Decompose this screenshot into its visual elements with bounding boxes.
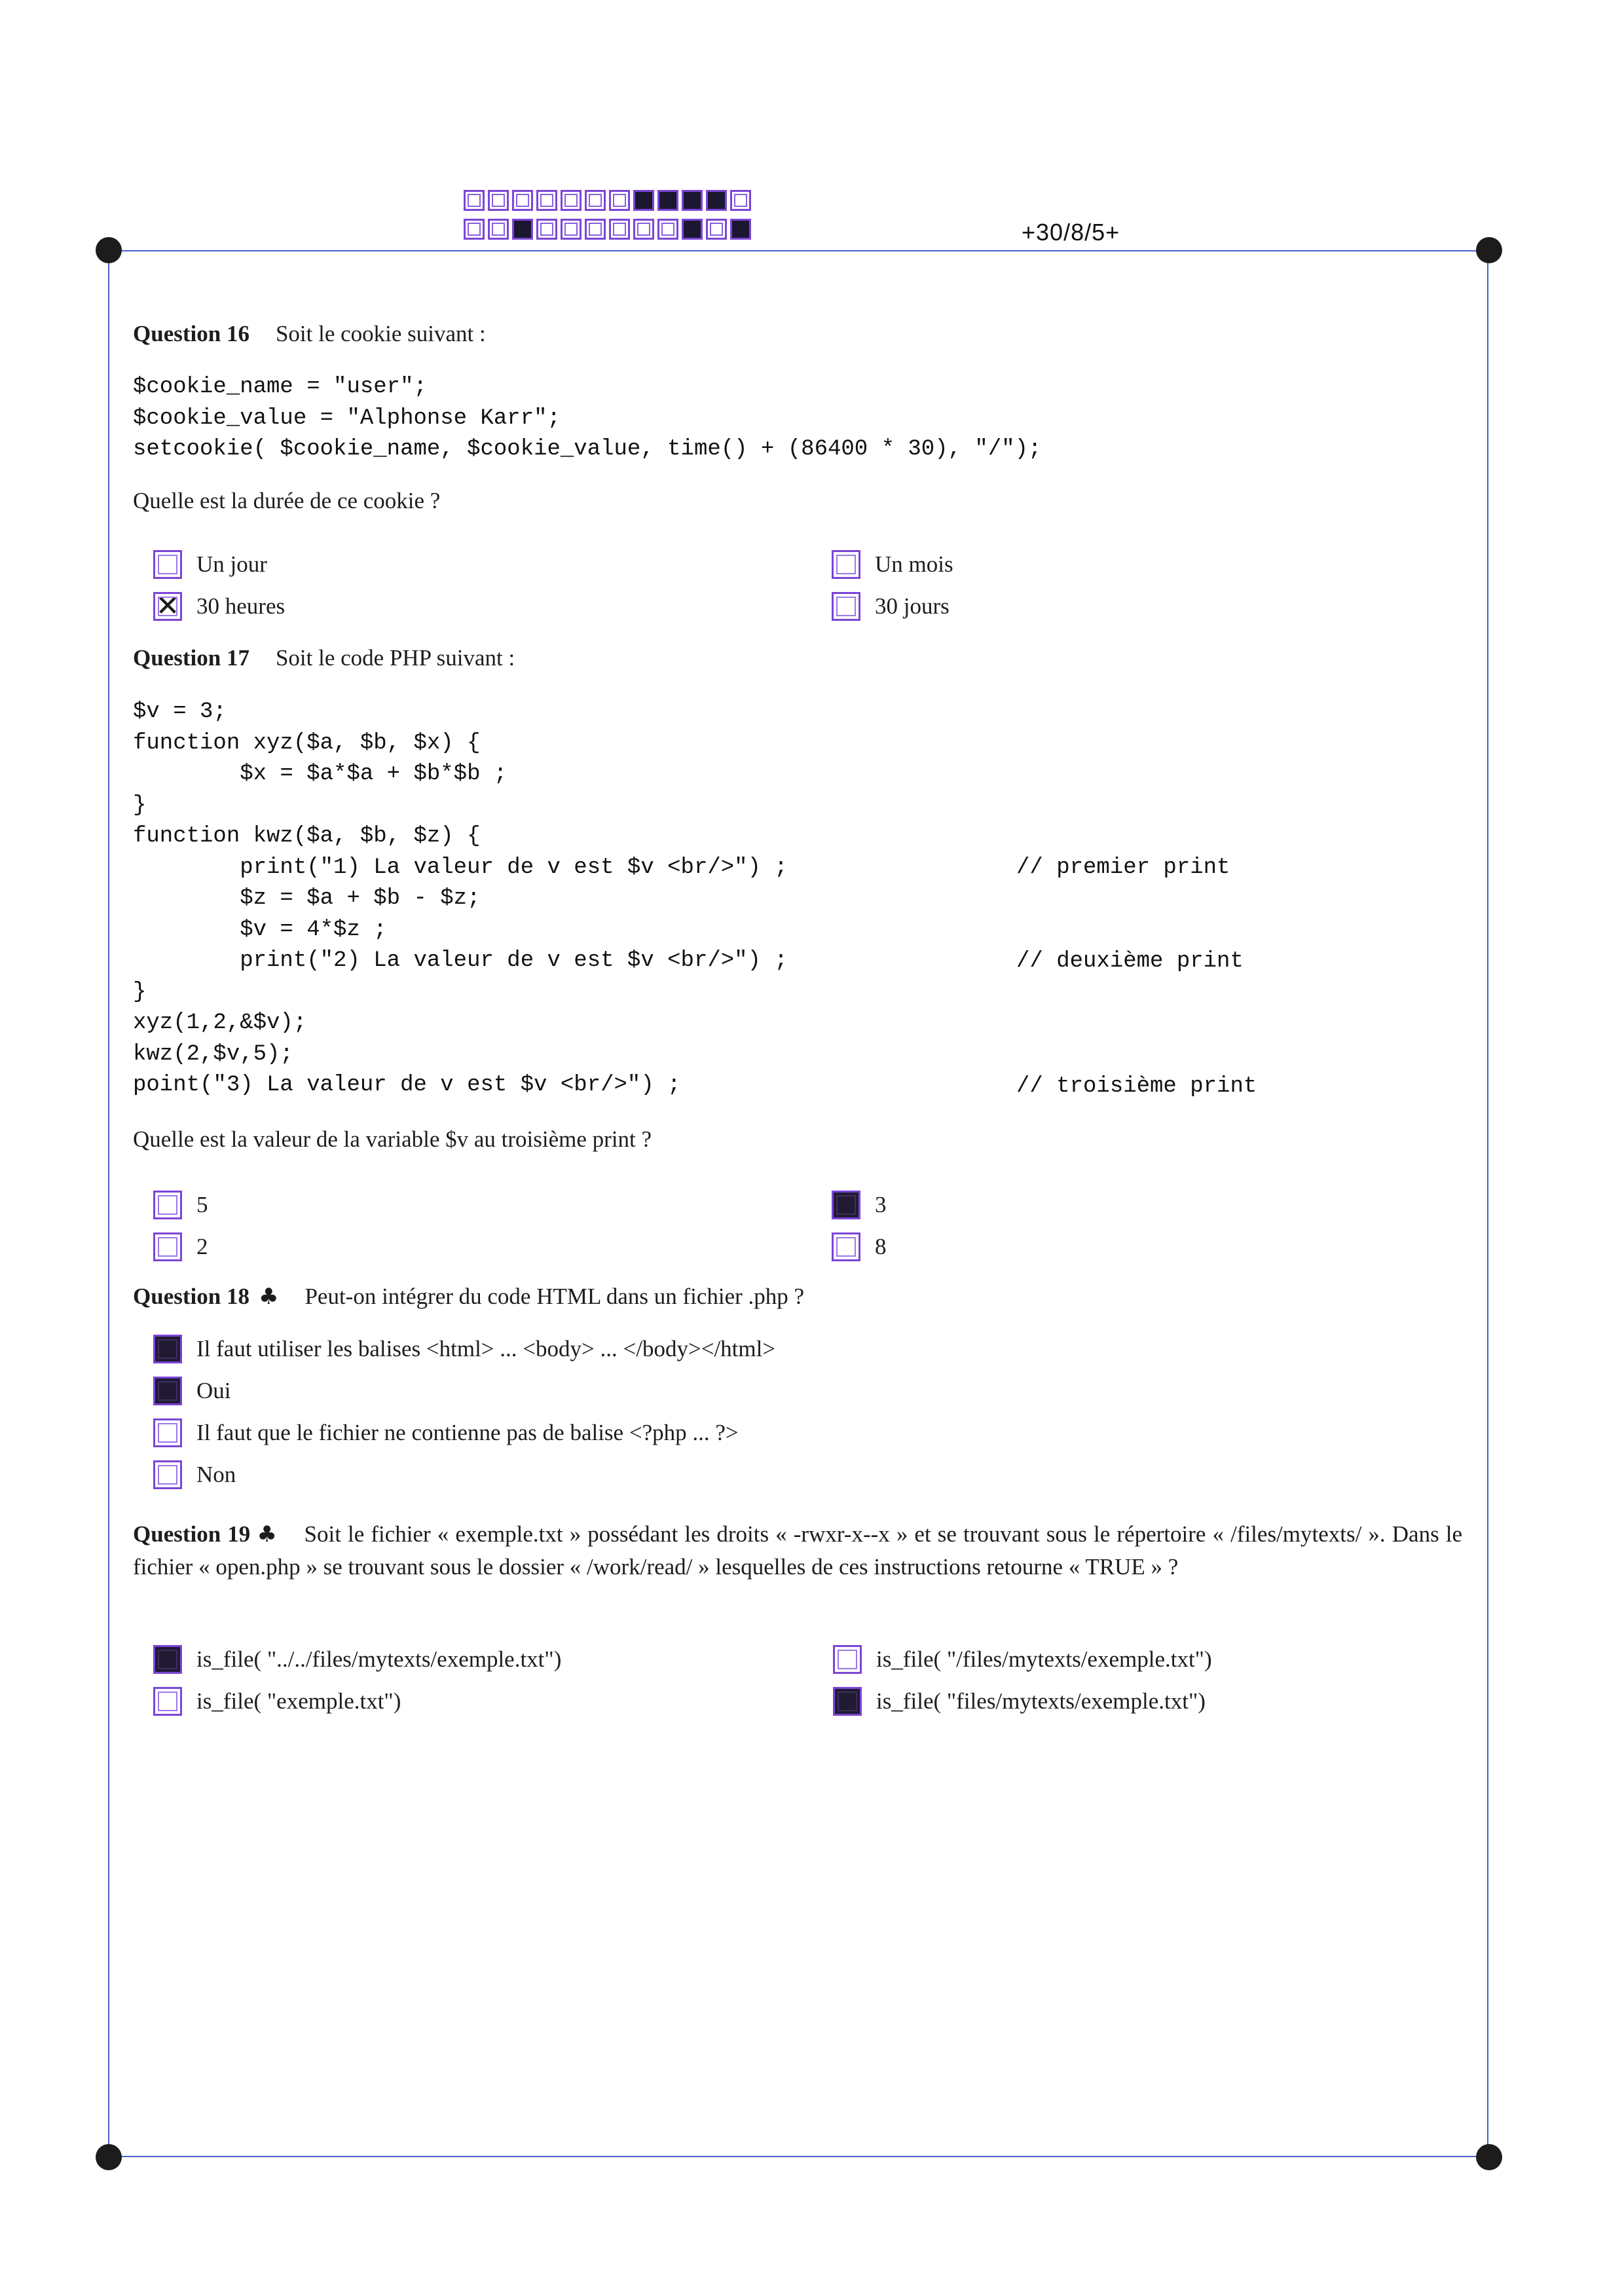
barcode-cell bbox=[585, 190, 606, 211]
option-label: is_file( "exemple.txt") bbox=[196, 1688, 401, 1714]
question-16-header bbox=[133, 321, 486, 347]
q17-option-2[interactable] bbox=[832, 1191, 887, 1219]
question-16-prompt: Quelle est la durée de ce cookie ? bbox=[133, 488, 441, 513]
option-label: 30 jours bbox=[875, 593, 950, 619]
checkbox-icon[interactable] bbox=[153, 1460, 182, 1489]
barcode-row-2 bbox=[464, 219, 754, 240]
barcode-cell bbox=[536, 190, 557, 211]
option-label: Oui bbox=[196, 1378, 231, 1403]
barcode-cell bbox=[657, 190, 678, 211]
corner-marker-bottom-left bbox=[96, 2144, 122, 2170]
question-17-header bbox=[133, 645, 515, 671]
barcode-cell bbox=[730, 190, 751, 211]
option-label: 5 bbox=[196, 1192, 208, 1217]
option-label: Il faut que le fichier ne contienne pas de balise <?php ... ?> bbox=[196, 1420, 739, 1445]
checkbox-icon[interactable] bbox=[832, 1232, 860, 1261]
checkbox-icon[interactable] bbox=[153, 1645, 182, 1674]
club-icon: ♣ bbox=[258, 1284, 279, 1310]
option-label: is_file( "files/mytexts/exemple.txt") bbox=[876, 1688, 1206, 1714]
question-19-label: Question 19 bbox=[133, 1521, 251, 1547]
barcode-cell bbox=[633, 219, 654, 240]
barcode-cell bbox=[706, 190, 727, 211]
q19-option-1[interactable] bbox=[153, 1645, 561, 1674]
barcode-cell bbox=[488, 219, 509, 240]
q16-option-1[interactable] bbox=[153, 550, 267, 579]
barcode-cell bbox=[561, 190, 581, 211]
barcode-cell bbox=[633, 190, 654, 211]
checkbox-icon[interactable] bbox=[153, 592, 182, 621]
barcode-cell bbox=[609, 219, 630, 240]
q18-option-2[interactable] bbox=[153, 1377, 231, 1405]
barcode-cell bbox=[561, 219, 581, 240]
question-18-header bbox=[133, 1284, 804, 1310]
barcode-cell bbox=[512, 219, 533, 240]
corner-marker-bottom-right bbox=[1476, 2144, 1502, 2170]
question-18-prompt: Peut-on intégrer du code HTML dans un fichier .php ? bbox=[304, 1284, 805, 1309]
corner-marker-top-left bbox=[96, 237, 122, 263]
checkbox-icon[interactable] bbox=[153, 1191, 182, 1219]
question-19-block bbox=[133, 1518, 1462, 1583]
club-icon: ♣ bbox=[257, 1521, 278, 1547]
barcode-cell bbox=[682, 219, 703, 240]
q19-option-3[interactable] bbox=[153, 1687, 401, 1716]
checkbox-icon[interactable] bbox=[153, 1687, 182, 1716]
question-18-label: Question 18 bbox=[133, 1284, 249, 1309]
q19-option-4[interactable] bbox=[833, 1687, 1206, 1716]
barcode-cell bbox=[464, 190, 485, 211]
q19-option-2[interactable] bbox=[833, 1645, 1212, 1674]
comment-premier-print: // premier print bbox=[1016, 855, 1230, 880]
checkbox-icon[interactable] bbox=[153, 1418, 182, 1447]
barcode-cell bbox=[706, 219, 727, 240]
option-label: is_file( "/files/mytexts/exemple.txt") bbox=[876, 1646, 1212, 1672]
comment-deuxieme-print: // deuxième print bbox=[1016, 949, 1244, 974]
barcode-cell bbox=[657, 219, 678, 240]
option-label: Un mois bbox=[875, 551, 953, 577]
question-19-prompt: Soit le fichier « exemple.txt » possédant les droits « -rwxr-x--x » et se trouvant sous le répertoire « /files/mytexts/ ». Dans le fichier « open.php » se trouvant sous le dossier « /work/read/ » lesquelles de ces instructions retourne « TRUE » ? bbox=[133, 1521, 1463, 1580]
option-label: 8 bbox=[875, 1234, 887, 1259]
option-label: 3 bbox=[875, 1192, 887, 1217]
checkbox-icon[interactable] bbox=[833, 1687, 862, 1716]
q16-option-4[interactable] bbox=[832, 592, 950, 621]
checkbox-icon[interactable] bbox=[153, 1232, 182, 1261]
checkbox-icon[interactable] bbox=[832, 1191, 860, 1219]
q16-option-2[interactable] bbox=[832, 550, 953, 579]
barcode-cell bbox=[585, 219, 606, 240]
barcode-cell bbox=[488, 190, 509, 211]
question-17-prompt: Quelle est la valeur de la variable $v au troisième print ? bbox=[133, 1126, 652, 1152]
barcode-cell bbox=[682, 190, 703, 211]
copy-id-code: +30/8/5+ bbox=[1022, 219, 1120, 246]
option-label: 2 bbox=[196, 1234, 208, 1259]
question-17-label: Question 17 bbox=[133, 645, 249, 671]
checkbox-icon[interactable] bbox=[833, 1645, 862, 1674]
option-label: Un jour bbox=[196, 551, 267, 577]
option-label: Il faut utiliser les balises <html> ... <body> ... </body></html> bbox=[196, 1336, 776, 1361]
q18-option-1[interactable] bbox=[153, 1335, 775, 1363]
question-17-intro: Soit le code PHP suivant : bbox=[275, 645, 515, 671]
question-16-label: Question 16 bbox=[133, 321, 249, 346]
option-label: is_file( "../../files/mytexts/exemple.txt") bbox=[196, 1646, 562, 1672]
barcode-cell bbox=[609, 190, 630, 211]
option-label: Non bbox=[196, 1462, 236, 1487]
checkbox-icon[interactable] bbox=[832, 592, 860, 621]
q18-option-3[interactable] bbox=[153, 1418, 739, 1447]
q17-option-1[interactable] bbox=[153, 1191, 208, 1219]
checkbox-icon[interactable] bbox=[153, 550, 182, 579]
barcode-cell bbox=[464, 219, 485, 240]
barcode-cell bbox=[536, 219, 557, 240]
checkbox-icon[interactable] bbox=[153, 1335, 182, 1363]
question-16-intro: Soit le cookie suivant : bbox=[275, 321, 486, 346]
barcode-row-1 bbox=[464, 190, 754, 211]
question-17-code: $v = 3; function xyz($a, $b, $x) { $x = $a*$a + $b*$b ; } function kwz($a, $b, $z) { print("1) La valeur de v est $v <br/>") ; $z = $a + $b - $z; $v = 4*$z ; print("2) La valeur de v est $v <br/>") ; } xyz(1,2,&$v); kwz(2,$v,5); point("3) La valeur de v est $v <br/>") ; bbox=[133, 699, 788, 1098]
corner-marker-top-right bbox=[1476, 237, 1502, 263]
question-16-code: $cookie_name = "user"; $cookie_value = "Alphonse Karr"; setcookie( $cookie_name, $cookie_value, time() + (86400 * 30), "/"); bbox=[133, 375, 1042, 462]
q17-option-4[interactable] bbox=[832, 1232, 887, 1261]
barcode-cell bbox=[730, 219, 751, 240]
checkbox-icon[interactable] bbox=[153, 1377, 182, 1405]
q17-option-3[interactable] bbox=[153, 1232, 208, 1261]
q18-option-4[interactable] bbox=[153, 1460, 236, 1489]
checkbox-icon[interactable] bbox=[832, 550, 860, 579]
comment-troisieme-print: // troisième print bbox=[1016, 1074, 1257, 1099]
page-frame bbox=[108, 250, 1488, 2157]
option-label: 30 heures bbox=[196, 593, 286, 619]
q16-option-3[interactable] bbox=[153, 592, 285, 621]
barcode-cell bbox=[512, 190, 533, 211]
